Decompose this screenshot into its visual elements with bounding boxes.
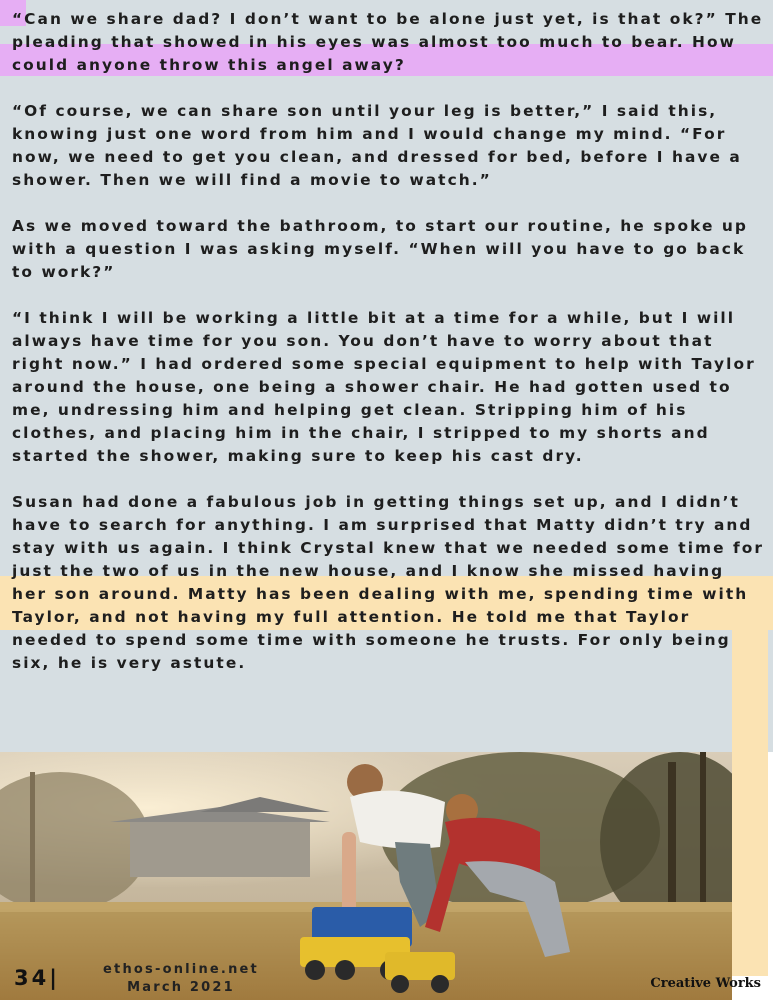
page-number: 34| (14, 966, 60, 990)
site-url[interactable]: ethos-online.net (103, 962, 259, 977)
paragraph-3: As we moved toward the bathroom, to start our routine, he spoke up with a question I was asking myself. “When will you have to go back to work?” (12, 217, 748, 281)
paragraph-1: “Can we share dad? I don’t want to be alone just yet, is that ok?” The pleading that showed in his eyes was almost too much to bear. How could anyone throw this angel away? (12, 10, 764, 74)
paragraph-4: “I think I will be working a little bit at a time for a while, but I will always have time for you son. You don’t have to worry about that right now.” I had ordered some special equipment to help with Taylor around the house, one being a shower chair. He had gotten used to me, undressing him and helping get clean. Stripping him of his clothes, and placing him in the chair, I stripped to my shorts and started the shower, making sure to keep his cast dry. (12, 309, 756, 465)
story-text (12, 8, 764, 698)
paragraph-2: “Of course, we can share son until your leg is better,” I said this, knowing just one word from him and I would change my mind. “For now, we need to get you clean, and dressed for bed, before I have a shower. Then we will find a movie to watch.” (12, 102, 742, 189)
footer-site-block (86, 961, 276, 997)
section-label: Creative Works (650, 976, 761, 991)
paragraph-5: Susan had done a fabulous job in getting things set up, and I didn’t have to search for anything. I am surprised that Matty didn’t try and stay with us again. I think Crystal knew that we needed some time for just the two of us in the new house, and I know she missed having her son around. Matty has been dealing with me, spending time with Taylor, and not having my full attention. He told me that Taylor needed to spend some time with someone he trusts. For only being six, he is very astute. (12, 493, 765, 672)
issue-date: March 2021 (127, 980, 235, 995)
